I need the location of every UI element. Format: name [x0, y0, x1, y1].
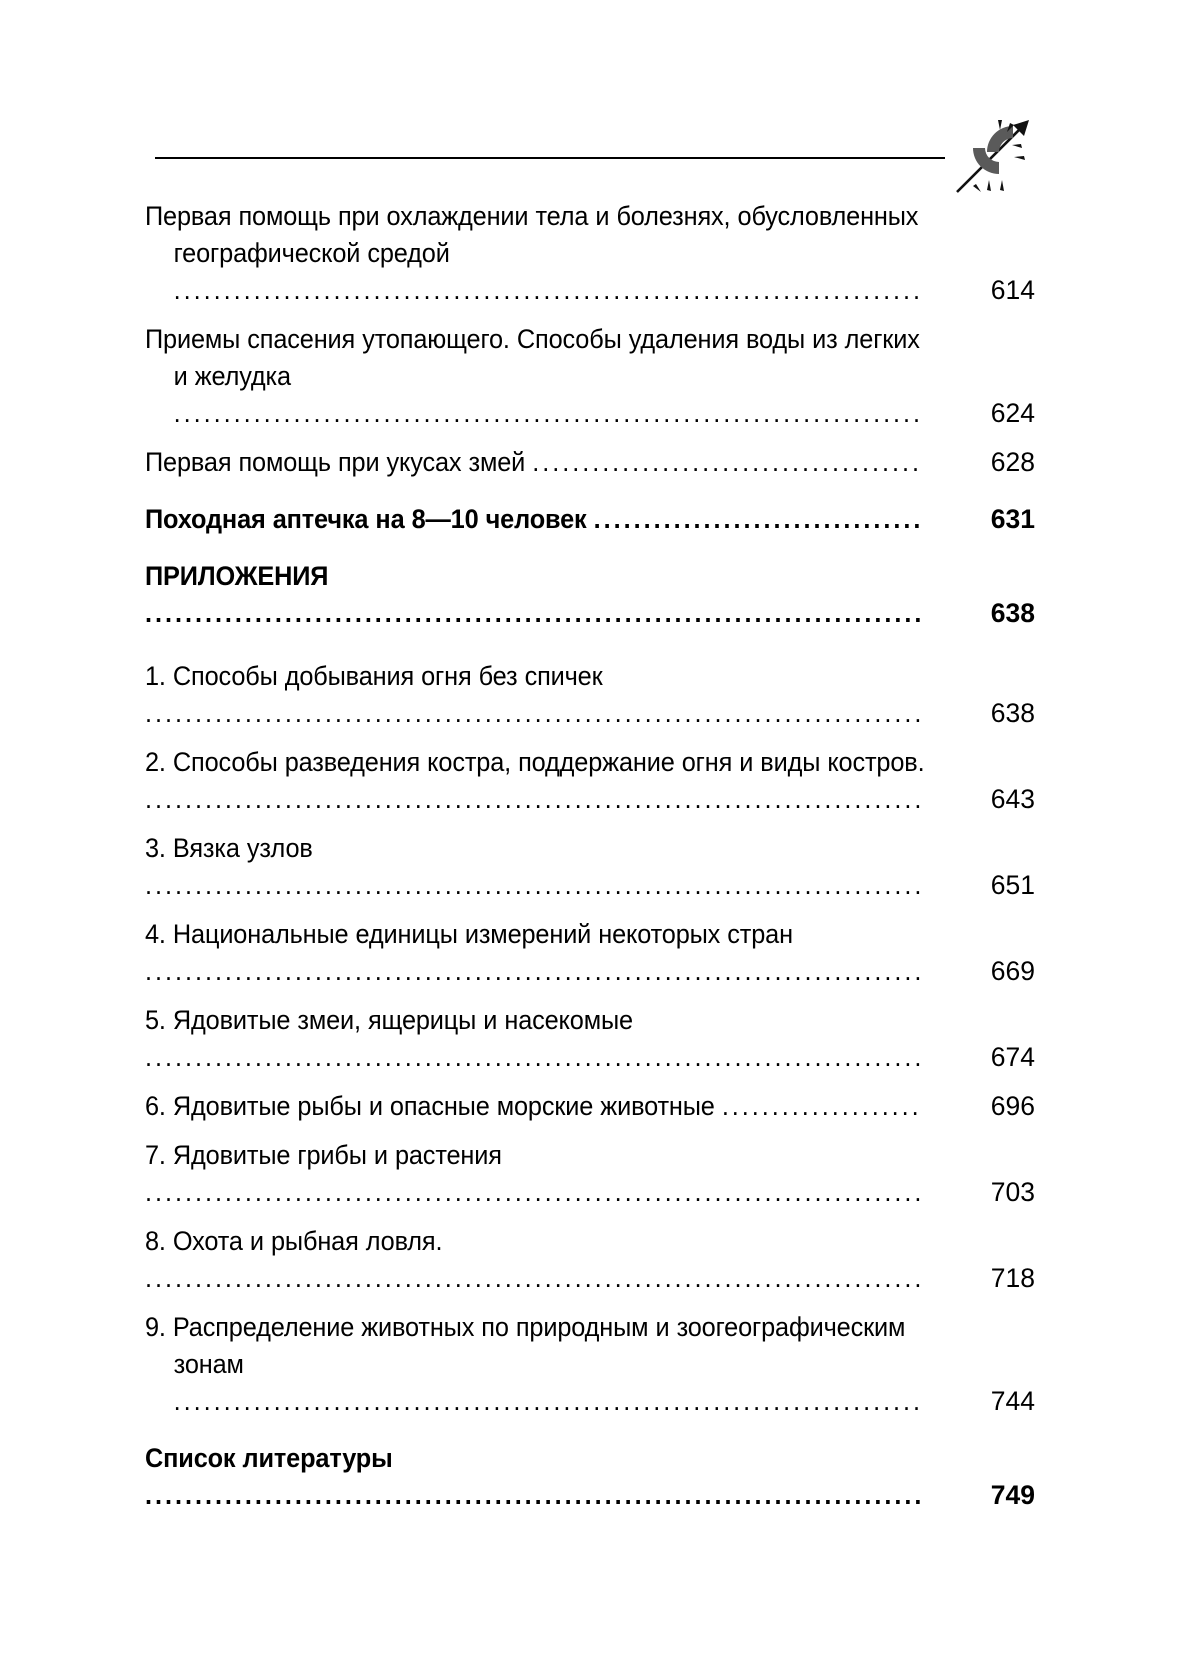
toc-entry-line: [145, 830, 995, 904]
toc-page-number: 749: [990, 1480, 1035, 1510]
toc-entry-line: [145, 558, 995, 632]
toc-entry-title: Первая помощь при укусах змей: [145, 447, 526, 477]
toc-entry-line: [145, 1223, 995, 1297]
toc-leader-dots: ...........................................................................: [173, 1386, 924, 1416]
toc-leader-dots: .......................................: [532, 447, 922, 477]
toc-leader-dots: ..............................................................................: [145, 598, 925, 628]
toc-leader-dots: ...........................................................................: [173, 398, 924, 428]
toc-page-number: 674: [990, 1042, 1035, 1072]
toc-entry[interactable]: [145, 830, 1035, 904]
toc-entry-line: [145, 1088, 995, 1125]
toc-entry[interactable]: [145, 321, 1035, 432]
toc-entry-title: 2. Способы разведения костра, поддержание огня и виды костров.: [145, 747, 925, 777]
toc-entry-line: [145, 321, 995, 432]
toc-leader-dots: ..............................................................................: [145, 1177, 925, 1207]
toc-entry-title: 6. Ядовитые рыбы и опасные морские животные: [145, 1091, 715, 1121]
toc-entry[interactable]: [145, 1223, 1035, 1297]
toc-page-number: 703: [990, 1177, 1035, 1207]
toc-entry-title: ПРИЛОЖЕНИЯ: [145, 561, 329, 591]
toc-leader-dots: ....................: [721, 1091, 922, 1121]
toc-entry[interactable]: [145, 444, 1035, 481]
toc-entry-line: [145, 1309, 995, 1420]
toc-entry-line: [145, 1440, 995, 1514]
toc-entry-line: [145, 1137, 995, 1211]
toc-entry-title: 3. Вязка узлов: [145, 833, 313, 863]
toc-entry-title: Список литературы: [145, 1443, 393, 1473]
toc-leader-dots: ..............................................................................: [145, 870, 925, 900]
toc-leader-dots: .................................: [593, 504, 924, 534]
toc-page-number: 643: [990, 784, 1035, 814]
toc-page-number: 631: [990, 504, 1035, 534]
toc-page-number: 638: [990, 598, 1035, 628]
toc-entry-line: [145, 658, 995, 732]
toc-leader-dots: ..............................................................................: [145, 956, 925, 986]
toc-leader-dots: ..............................................................................: [145, 1263, 925, 1293]
toc-entry-title: 7. Ядовитые грибы и растения: [145, 1140, 502, 1170]
toc-leader-dots: ..............................................................................: [145, 698, 925, 728]
toc-entry[interactable]: [145, 916, 1035, 990]
toc-entry[interactable]: [145, 198, 1035, 309]
toc-leader-dots: ..............................................................................: [145, 1042, 925, 1072]
toc-page-number: 628: [990, 447, 1035, 477]
toc-entry-title: 4. Национальные единицы измерений некоторых стран: [145, 919, 793, 949]
toc-page-number: 614: [990, 275, 1035, 305]
toc-entry[interactable]: [145, 1088, 1035, 1125]
toc-page-number: 718: [990, 1263, 1035, 1293]
toc-entry-line: [145, 198, 995, 309]
toc-entry[interactable]: [145, 1440, 1035, 1514]
toc-page-number: 696: [990, 1091, 1035, 1121]
toc-entry-line: [145, 744, 995, 818]
toc-entry-title: 5. Ядовитые змеи, ящерицы и насекомые: [145, 1005, 633, 1035]
toc-entry[interactable]: [145, 1309, 1035, 1420]
toc-entry-line: [145, 1002, 995, 1076]
toc-entry[interactable]: [145, 744, 1035, 818]
toc-entry[interactable]: [145, 558, 1035, 632]
page-header: [155, 120, 1033, 200]
toc-page-number: 638: [990, 698, 1035, 728]
toc-page-number: 744: [990, 1386, 1035, 1416]
toc-entry-line: [145, 916, 995, 990]
toc-entry-title: 8. Охота и рыбная ловля.: [145, 1226, 443, 1256]
crossed-arrow-compass-ornament: [951, 114, 1035, 198]
toc-leader-dots: ..............................................................................: [145, 1480, 925, 1510]
toc-leader-dots: ..............................................................................: [145, 784, 925, 814]
header-rule: [155, 157, 945, 159]
toc-page-number: 669: [990, 956, 1035, 986]
toc-entry-title: Первая помощь при охлаждении тела и болезнях, обусловленных географической средой: [145, 201, 919, 268]
toc-leader-dots: ...........................................................................: [173, 275, 924, 305]
toc-entry[interactable]: [145, 1137, 1035, 1211]
toc-entry-title: Походная аптечка на 8—10 человек: [145, 504, 587, 534]
toc-page-number: 624: [990, 398, 1035, 428]
toc-entry[interactable]: [145, 501, 1035, 538]
toc-entry-title: 1. Способы добывания огня без спичек: [145, 661, 603, 691]
toc-entry[interactable]: [145, 1002, 1035, 1076]
toc-entry-line: [145, 501, 995, 538]
toc-entry-title: 9. Распределение животных по природным и зоогеографическим зонам: [145, 1312, 906, 1379]
toc-page-number: 651: [990, 870, 1035, 900]
toc-entry-line: [145, 444, 995, 481]
toc-entry[interactable]: [145, 658, 1035, 732]
toc-entry-title: Приемы спасения утопающего. Способы удаления воды из легких и желудка: [145, 324, 920, 391]
toc-entry-list: [145, 198, 1035, 1514]
